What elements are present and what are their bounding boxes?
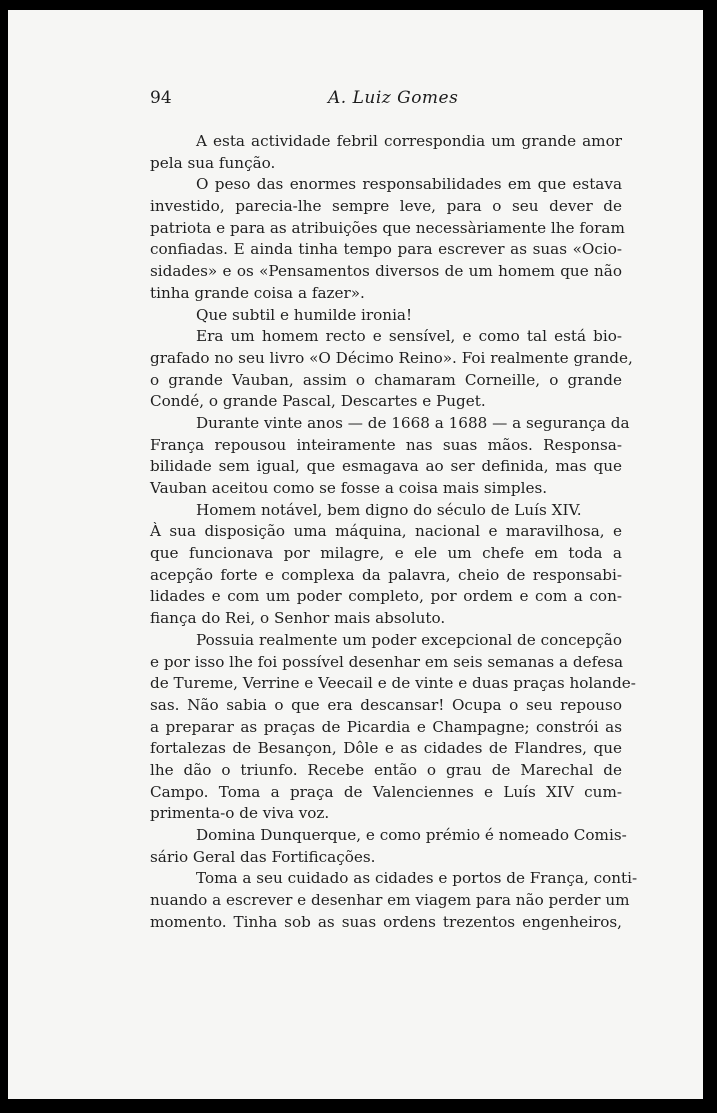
text-line: nuando a escrever e desenhar em viagem para não perder um [150,891,630,910]
text-line: momento. Tinha sob as suas ordens trezentos engenheiros, [150,912,622,931]
text-line: fortalezas de Besançon, Dôle e as cidades de Flandres, que [150,739,622,758]
text-line: O peso das enormes responsabilidades em que estava [196,175,622,194]
text-line: Era um homem recto e sensível, e como tal está bio- [196,327,622,346]
page-number: 94 [150,88,172,108]
text-line: primenta-o de viva voz. [150,804,330,823]
text-line: confiadas. E ainda tinha tempo para escrever as suas «Ocio- [150,240,622,259]
text-line: acepção forte e complexa da palavra, cheio de responsabi- [150,565,622,584]
text-line: de Tureme, Verrine e Veecail e de vinte e duas praças holande- [150,674,636,693]
page-header [8,88,703,118]
book-page [8,10,703,1099]
text-line: sidades» e os «Pensamentos diversos de um homem que não [150,262,622,281]
text-line: investido, parecia-lhe sempre leve, para o seu dever de [150,197,622,216]
text-line: patriota e para as atribuições que necessàriamente lhe foram [150,218,625,237]
text-line: sário Geral das Fortificações. [150,847,376,866]
text-line: Campo. Toma a praça de Valenciennes e Luís XIV cum- [150,782,622,801]
text-line: pela sua função. [150,153,276,172]
text-line: o grande Vauban, assim o chamaram Corneille, o grande [150,370,622,389]
text-line: A esta actividade febril correspondia um grande amor [196,132,622,150]
text-line: Homem notável, bem digno do século de Luís XIV. [196,500,582,519]
text-line: Condé, o grande Pascal, Descartes e Puget. [150,392,486,411]
running-head: A. Luiz Gomes [328,88,459,108]
text-line: Toma a seu cuidado as cidades e portos de França, conti- [196,869,638,888]
text-line: lhe dão o triunfo. Recebe então o grau de Marechal de [150,760,622,779]
text-line: França repousou inteiramente nas suas mãos. Responsa- [150,435,622,454]
text-line: Possuia realmente um poder excepcional de concepção [196,630,622,649]
text-line: bilidade sem igual, que esmagava ao ser definida, mas que [150,457,622,476]
text-line: Vauban aceitou como se fosse a coisa mais simples. [150,479,548,497]
text-line: lidades e com um poder completo, por ordem e com a con- [150,587,622,606]
text-line: Domina Dunquerque, e como prémio é nomeado Comis- [196,826,627,844]
body-text [150,131,638,933]
text-line: Que subtil e humilde ironia! [196,305,413,324]
text-line: que funcionava por milagre, e ele um chefe em toda a [150,544,622,563]
text-line: fiança do Rei, o Senhor mais absoluto. [150,609,446,628]
text-line: Durante vinte anos — de 1668 a 1688 — a segurança da [196,413,630,432]
text-line: sas. Não sabia o que era descansar! Ocupa o seu repouso [150,695,622,714]
text-line: tinha grande coisa a fazer». [150,283,365,302]
text-line: grafado no seu livro «O Décimo Reino». Foi realmente grande, [150,348,633,367]
text-line: a preparar as praças de Picardia e Champagne; constrói as [150,717,622,736]
text-line: À sua disposição uma máquina, nacional e maravilhosa, e [150,522,622,541]
text-line: e por isso lhe foi possível desenhar em seis semanas a defesa [150,652,624,671]
